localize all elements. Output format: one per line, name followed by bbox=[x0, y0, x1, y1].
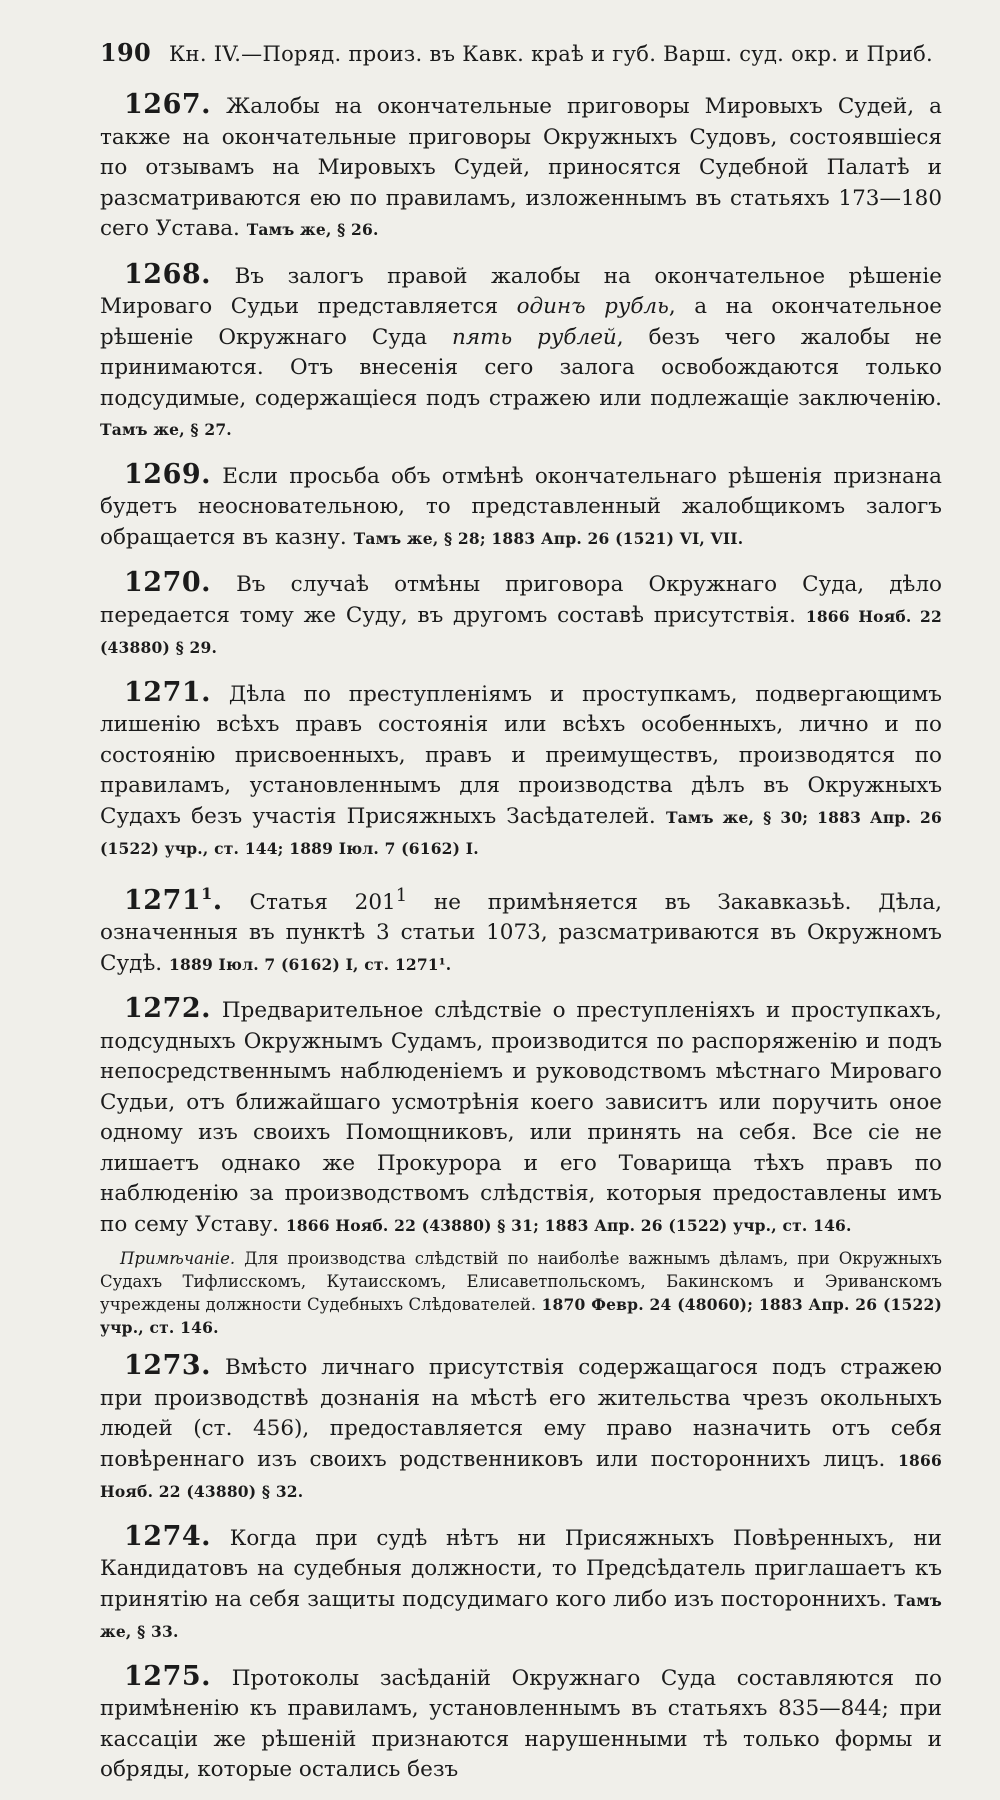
article-source: Тамъ же, § 27. bbox=[100, 420, 232, 439]
article-1271 bbox=[100, 678, 942, 865]
article-number: 1269. bbox=[124, 458, 212, 490]
note-source: 1870 Февр. 24 (48060); 1883 Апр. 26 (1522) учр., ст. 146. bbox=[100, 1295, 942, 1337]
article-source: Тамъ же, § 30; 1883 Апр. 26 (1522) учр., ст. 144; 1889 Іюл. 7 (6162) I. bbox=[100, 807, 942, 858]
running-header bbox=[100, 38, 934, 67]
article-text: Протоколы засѣданій Окружнаго Суда составляются по примѣненію къ правиламъ, установленнымъ въ статьяхъ 835—844; при кассаціи же рѣшеній признаются нарушенными тѣ только формы и обряды, которые остались безъ bbox=[100, 1665, 942, 1782]
note-label: Примѣчаніе. bbox=[120, 1249, 236, 1268]
article-text: Въ залогъ правой жалобы на окончательное рѣшеніе Мироваго Судьи представляется bbox=[100, 263, 942, 319]
running-title: Кн. IV.—Поряд. произ. въ Кавк. краѣ и губ. Варш. суд. окр. и Приб. bbox=[169, 42, 934, 66]
article-number: 1271. bbox=[124, 676, 212, 708]
article-number: 1268. bbox=[124, 258, 212, 290]
article-text: Если просьба объ отмѣнѣ окончательнаго рѣшенія признана будетъ неосновательною, то представленный жалобщикомъ залогъ обращается въ казну. bbox=[100, 463, 942, 550]
article-1273 bbox=[100, 1351, 942, 1508]
article-number: 1273. bbox=[124, 1350, 212, 1381]
article-1274 bbox=[100, 1522, 942, 1648]
article-text-sup: 1 bbox=[395, 884, 408, 906]
article-1272-note bbox=[100, 1247, 942, 1339]
article-source: Тамъ же, § 26. bbox=[246, 220, 379, 239]
article-emphasis: пять рублей bbox=[452, 324, 617, 350]
page-number: 190 bbox=[100, 38, 151, 67]
article-emphasis: одинъ рубль bbox=[516, 294, 669, 319]
article-source: Тамъ же, § 33. bbox=[100, 1590, 942, 1641]
article-number: 1274. bbox=[124, 1520, 212, 1552]
article-text: , а на окончательное рѣшеніе Окружнаго Суда bbox=[100, 294, 942, 350]
article-source: 1866 Нояб. 22 (43880) § 32. bbox=[100, 1450, 942, 1501]
article-text: Предварительное слѣдствіе о преступленіяхъ и проступкахъ, подсудныхъ Окружнымъ Судамъ, производится по распоряженію и подъ непосредственнымъ наблюденіемъ и руководствомъ мѣстнаго Мироваго Судьи, отъ ближайшаго усмотрѣнія коего зависитъ или поручить оное одному изъ своихъ Помощниковъ, или принять на себя. Все сіе не лишаетъ однако же Прокурора и его Товарища тѣхъ правъ по наблюденію за производствомъ слѣдствія, которыя предоставлены имъ по сему Уставу. bbox=[100, 998, 942, 1237]
article-text: Вмѣсто личнаго присутствія содержащагося подъ стражею при производствѣ дознанія на мѣстѣ его жительства чрезъ окольныхъ людей (ст. 456), предоставляется ему право назначить отъ себя повѣреннаго изъ своихъ родственниковъ или постороннихъ лицъ. bbox=[100, 1355, 942, 1472]
article-number: 1267. bbox=[124, 89, 212, 120]
article-1275 bbox=[100, 1662, 942, 1786]
article-text: Жалобы на окончательные приговоры Мировыхъ Судей, а также на окончательные приговоры Окружныхъ Судовъ, состоявшіеся по отзывамъ на Мировыхъ Судей, приносятся Судебной Палатѣ и разсматриваются ею по правиламъ, изложеннымъ въ статьяхъ 173—180 сего Устава. bbox=[100, 94, 942, 241]
article-number-main: 1271 bbox=[124, 884, 202, 916]
article-text: Дѣла по преступленіямъ и проступкамъ, подвергающимъ лишенію всѣхъ правъ состоянія или всѣхъ особенныхъ, лично и по состоянію присвоенныхъ, правъ и преимуществъ, производятся по правиламъ, установленнымъ для производства дѣлъ въ Окружныхъ Судахъ безъ участія Присяжныхъ Засѣдателей. bbox=[100, 681, 942, 829]
article-1271-1 bbox=[100, 879, 942, 981]
article-text: , безъ чего жалобы не принимаются. Отъ внесенія сего залога освобождаются только подсудимые, содержащіеся подъ стражею или подлежащіе заключенію. bbox=[100, 324, 942, 411]
article-source: Тамъ же, § 28; 1883 Апр. 26 (1521) VI, VII. bbox=[353, 528, 744, 548]
article-source: 1866 Нояб. 22 (43880) § 31; 1883 Апр. 26 (1522) учр., ст. 146. bbox=[285, 1215, 852, 1235]
article-source: 1889 Іюл. 7 (6162) I, ст. 1271¹. bbox=[168, 954, 452, 974]
article-1268 bbox=[100, 260, 942, 446]
article-number: 1275. bbox=[124, 1660, 212, 1692]
article-number: 1270. bbox=[124, 567, 212, 598]
article-1270 bbox=[100, 568, 942, 664]
article-1272 bbox=[100, 994, 942, 1241]
article-text: Въ случаѣ отмѣны приговора Окружнаго Суда, дѣло передается тому же Суду, въ другомъ составѣ присутствія. bbox=[100, 572, 942, 628]
article-text: Когда при судѣ нѣтъ ни Присяжныхъ Повѣренныхъ, ни Кандидатовъ на судебныя должности, то Предсѣдатель приглашаетъ къ принятію на себя защиты подсудимаго кого либо изъ постороннихъ. bbox=[100, 1525, 942, 1612]
article-text: не примѣняется въ Закавказьѣ. Дѣла, означенныя въ пунктѣ 3 статьи 1073, разсматриваются въ Окружномъ Судѣ. bbox=[100, 889, 942, 976]
article-1267 bbox=[100, 90, 942, 246]
note-text: Для производства слѣдствій по наиболѣе важнымъ дѣламъ, при Окружныхъ Судахъ Тифлисскомъ, Кутаисскомъ, Елисаветпольскомъ, Бакинскомъ и Эриванскомъ учреждены должности Судебныхъ Слѣдователей. bbox=[100, 1249, 942, 1314]
article-source: 1866 Нояб. 22 (43880) § 29. bbox=[100, 606, 942, 657]
page-body bbox=[100, 90, 942, 1800]
article-text: Статья 201 bbox=[249, 889, 396, 915]
article-number: 1272. bbox=[124, 993, 212, 1024]
article-1269 bbox=[100, 460, 942, 555]
article-number: 1271$^1$. bbox=[124, 883, 223, 916]
article-number-sup: 1 bbox=[201, 883, 213, 903]
